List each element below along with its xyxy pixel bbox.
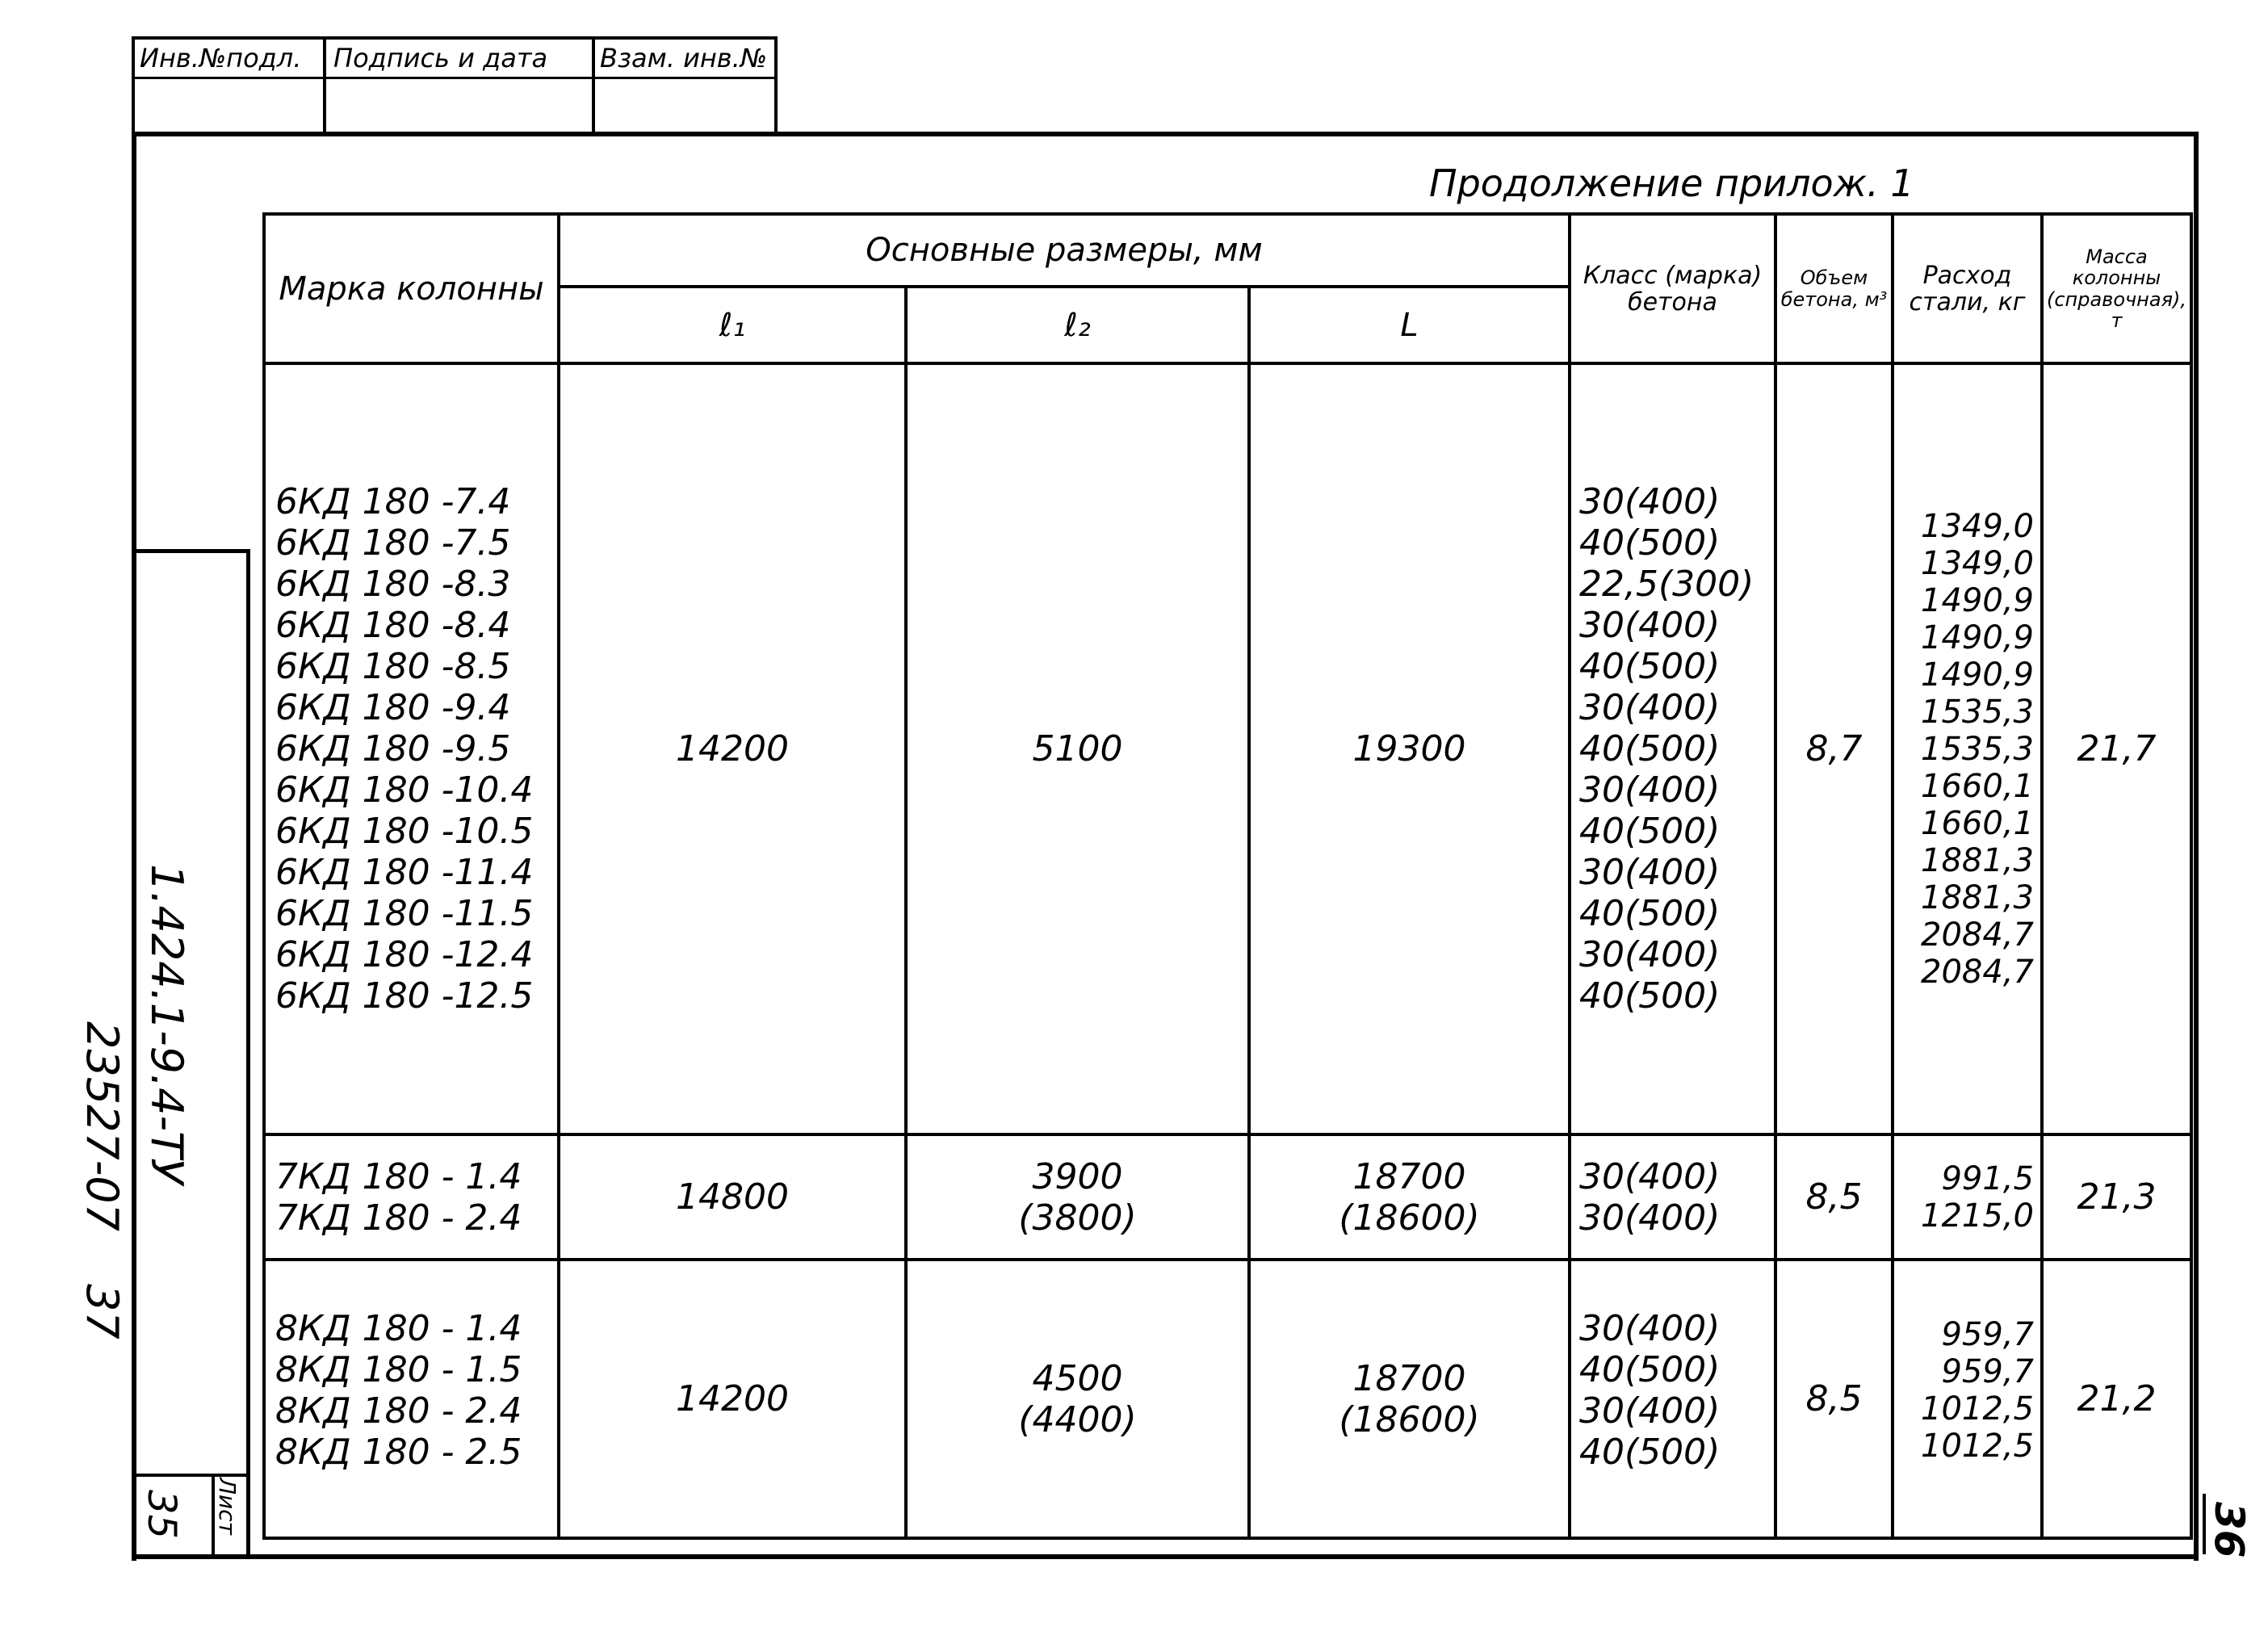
approval-stamp <box>132 36 778 132</box>
sheet-label: Лист <box>214 1478 241 1535</box>
frame-bottom <box>132 1554 2199 1559</box>
header-main-dims: Основные размеры, мм <box>559 214 1570 287</box>
l2-cell: 4500 (4400) <box>906 1260 1249 1538</box>
mass-cell: 21,2 <box>2042 1260 2191 1538</box>
l2-cell: 5100 <box>906 363 1249 1134</box>
l2-cell: 3900 (3800) <box>906 1134 1249 1260</box>
right-page-number: 36 <box>2206 1502 2253 1558</box>
class-cell: 30(400) 30(400) <box>1570 1134 1775 1260</box>
l1-cell: 14200 <box>559 1260 906 1538</box>
table-row <box>264 1260 2191 1538</box>
header-mass: Масса колонны (справочная), т <box>2042 214 2191 363</box>
steel-cell: 959,7 959,7 1012,5 1012,5 <box>1893 1260 2042 1538</box>
header-l1: ℓ₁ <box>559 287 906 363</box>
header-concrete-class: Класс (марка) бетона <box>1570 214 1775 363</box>
header-mark: Марка колонны <box>264 214 559 363</box>
mass-cell: 21,7 <box>2042 363 2191 1134</box>
archive-page: 37 <box>77 1284 128 1340</box>
mass-cell: 21,3 <box>2042 1134 2191 1260</box>
steel-cell: 1349,0 1349,0 1490,9 1490,9 1490,9 1535,3 1535,3 1660,1 1660,1 1881,3 1881,3 2084,7 2084,7 <box>1893 363 2042 1134</box>
header-steel: Расход стали, кг <box>1893 214 2042 363</box>
archive-number: 23527-07 <box>77 1021 128 1231</box>
header-l2: ℓ₂ <box>906 287 1249 363</box>
page-heading: Продолжение прилож. 1 <box>1429 161 1914 205</box>
table-row <box>264 363 2191 1134</box>
columns-table <box>262 212 2193 1540</box>
l1-cell: 14200 <box>559 363 906 1134</box>
sheet-number: 35 <box>139 1490 184 1540</box>
class-cell: 30(400) 40(500) 30(400) 40(500) <box>1570 1260 1775 1538</box>
table-row <box>264 1134 2191 1260</box>
stamp-signature-label: Подпись и дата <box>333 43 548 73</box>
doc-code: 1.424.1-9.4-ТУ <box>141 864 192 1184</box>
stamp-inv-label: Инв.№подл. <box>140 43 302 73</box>
marks-cell: 8КД 180 - 1.4 8КД 180 - 1.5 8КД 180 - 2.4 8КД 180 - 2.5 <box>264 1260 559 1538</box>
L-cell: 18700 (18600) <box>1249 1134 1570 1260</box>
marks-cell: 7КД 180 - 1.4 7КД 180 - 2.4 <box>264 1134 559 1260</box>
L-cell: 18700 (18600) <box>1249 1260 1570 1538</box>
header-volume: Объем бетона, м³ <box>1775 214 1893 363</box>
marks-cell: 6КД 180 -7.4 6КД 180 -7.5 6КД 180 -8.3 6КД 180 -8.4 6КД 180 -8.5 6КД 180 -9.4 6КД 180 -9.5 6КД 180 -10.4 6КД 180 -10.5 6КД 180 -11.4 6КД 180 -11.5 6КД 180 -12.4 6КД 180 -12.5 <box>264 363 559 1134</box>
header-L: L <box>1249 287 1570 363</box>
stamp-replace-label: Взам. инв.№ <box>600 43 768 73</box>
steel-cell: 991,5 1215,0 <box>1893 1134 2042 1260</box>
volume-cell: 8,5 <box>1775 1260 1893 1538</box>
L-cell: 19300 <box>1249 363 1570 1134</box>
l1-cell: 14800 <box>559 1134 906 1260</box>
volume-cell: 8,7 <box>1775 363 1893 1134</box>
volume-cell: 8,5 <box>1775 1134 1893 1260</box>
class-cell: 30(400) 40(500) 22,5(300) 30(400) 40(500) 30(400) 40(500) 30(400) 40(500) 30(400) 40(500) 30(400) 40(500) <box>1570 363 1775 1134</box>
